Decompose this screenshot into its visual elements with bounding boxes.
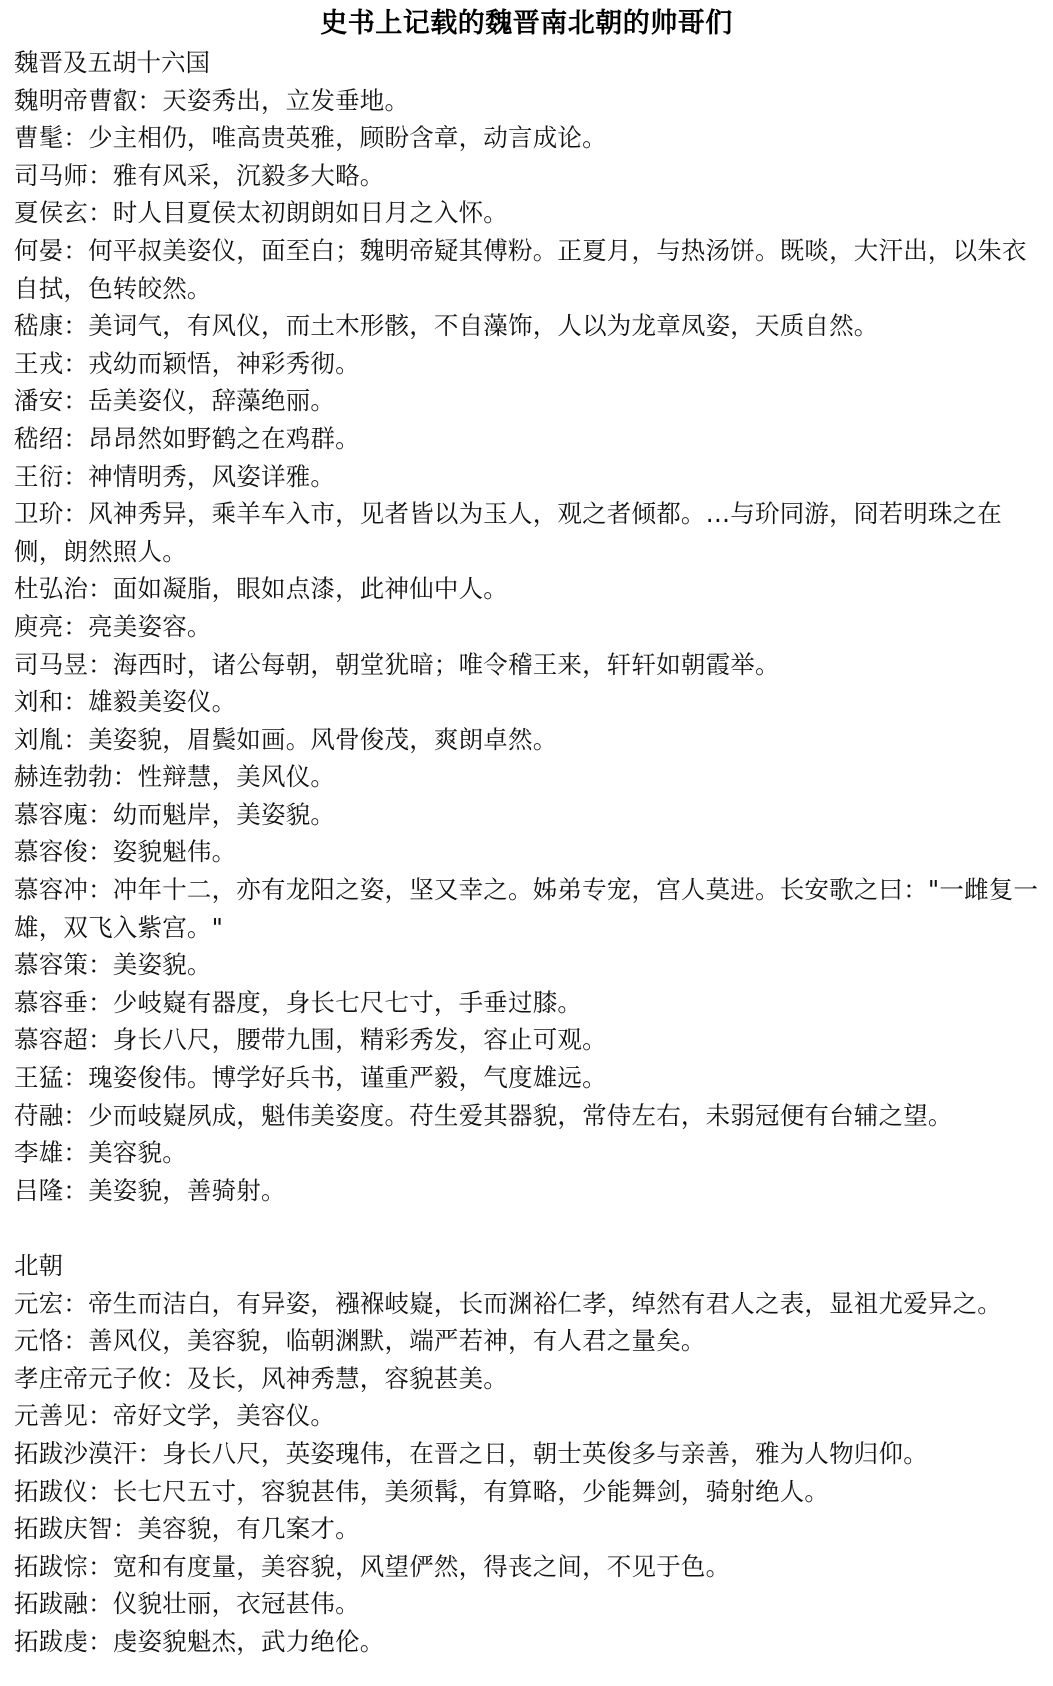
entry-wang-yan: 王衍：神情明秀，风姿详雅。 (14, 461, 336, 491)
entry-tuoba-qingzhi: 拓跋庆智：美容貌，有几案才。 (14, 1514, 360, 1544)
entry-wang-rong: 王戎：戎幼而颖悟，神彩秀彻。 (14, 348, 360, 378)
entry-yuan-ziyou: 孝庄帝元子攸：及长，风神秀慧，容貌甚美。 (14, 1363, 508, 1393)
entry-liu-yin: 刘胤：美姿貌，眉鬓如画。风骨俊茂，爽朗卓然。 (14, 724, 558, 754)
entry-murong-chao: 慕容超：身长八尺，腰带九围，精彩秀发，容止可观。 (14, 1025, 607, 1055)
entry-helian-bobo: 赫连勃勃：性辩慧，美风仪。 (14, 762, 336, 792)
entry-ji-shao: 嵇绍：昂昂然如野鹤之在鸡群。 (14, 423, 360, 453)
document-body (14, 44, 1044, 1661)
entry-sima-shi: 司马师：雅有风采，沉毅多大略。 (14, 160, 385, 190)
entry-ji-kang: 嵇康：美词气，有风仪，而土木形骸，不自藻饰，人以为龙章凤姿，天质自然。 (14, 311, 879, 341)
entry-liu-he: 刘和：雄毅美姿仪。 (14, 687, 237, 717)
entry-pan-an: 潘安：岳美姿仪，辞藻绝丽。 (14, 386, 336, 416)
entry-yuan-ke: 元恪：善风仪，美容貌，临朝渊默，端严若神，有人君之量矣。 (14, 1326, 706, 1356)
entry-li-xiong: 李雄：美容貌。 (14, 1138, 187, 1168)
entry-lv-long: 吕隆：美姿貌，善骑射。 (14, 1175, 286, 1205)
entry-he-yan: 何晏：何平叔美姿仪，面至白；魏明帝疑其傅粉。正夏月，与热汤饼。既啖，大汗出，以朱衣自拭，色转皎然。 (14, 235, 1027, 303)
entry-cao-mao: 曹髦：少主相仍，唯高贵英雅，顾盼含章，动言成论。 (14, 123, 607, 153)
document-title: 史书上记载的魏晋南北朝的帅哥们 (320, 8, 733, 39)
entry-sima-yu: 司马昱：海西时，诸公每朝，朝堂犹暗；唯令稽王来，轩轩如朝霞举。 (14, 649, 780, 679)
entry-tuoba-yi: 拓跋仪：长七尺五寸，容貌甚伟，美须髯，有算略，少能舞剑，骑射绝人。 (14, 1476, 830, 1506)
entry-wang-meng: 王猛：瑰姿俊伟。博学好兵书，谨重严毅，气度雄远。 (14, 1063, 607, 1093)
entry-du-hongzhi: 杜弘治：面如凝脂，眼如点漆，此神仙中人。 (14, 574, 508, 604)
section-heading-weijin: 魏晋及五胡十六国 (14, 48, 210, 77)
entry-murong-chui: 慕容垂：少岐嶷有器度，身长七尺七寸，手垂过膝。 (14, 987, 583, 1017)
section-heading-beichao: 北朝 (14, 1251, 63, 1280)
entry-yuan-shanjian: 元善见：帝好文学，美容仪。 (14, 1401, 336, 1431)
entry-cao-rui: 魏明帝曹叡：天姿秀出，立发垂地。 (14, 85, 410, 115)
entry-fu-rong: 苻融：少而岐嶷夙成，魁伟美姿度。苻生爱其器貌，常侍左右，未弱冠便有台辅之望。 (14, 1100, 953, 1130)
entry-tuoba-rong: 拓跋融：仪貌壮丽，衣冠甚伟。 (14, 1589, 360, 1619)
entry-tuoba-qian: 拓跋虔：虔姿貌魁杰，武力绝伦。 (14, 1626, 385, 1656)
entry-murong-hui: 慕容廆：幼而魁岸，美姿貌。 (14, 799, 336, 829)
entry-yu-liang: 庾亮：亮美姿容。 (14, 611, 212, 641)
entry-tuoba-cong: 拓跋悰：宽和有度量，美容貌，风望俨然，得丧之间，不见于色。 (14, 1551, 731, 1581)
section-spacer (14, 1209, 1044, 1247)
entry-murong-ce: 慕容策：美姿貌。 (14, 950, 212, 980)
entry-murong-chong: 慕容冲：冲年十二，亦有龙阳之姿，坚又幸之。姊弟专宠，宫人莫进。长安歌之曰："一雌复一雄，双飞入紫宫。" (14, 875, 1039, 942)
entry-xiahou-xuan: 夏侯玄：时人目夏侯太初朗朗如日月之入怀。 (14, 198, 508, 228)
entry-yuan-hong: 元宏：帝生而洁白，有异姿，襁褓岐嶷，长而渊裕仁孝，绰然有君人之表，显祖尤爱异之。 (14, 1288, 1002, 1318)
entry-tuoba-shamohan: 拓跋沙漠汗：身长八尺，英姿瑰伟，在晋之日，朝士英俊多与亲善，雅为人物归仰。 (14, 1438, 928, 1468)
entry-wei-jie: 卫玠：风神秀异，乘羊车入市，见者皆以为玉人，观之者倾都。…与玠同游，冏若明珠之在侧，朗然照人。 (14, 499, 1002, 566)
entry-murong-jun: 慕容俊：姿貌魁伟。 (14, 837, 237, 867)
